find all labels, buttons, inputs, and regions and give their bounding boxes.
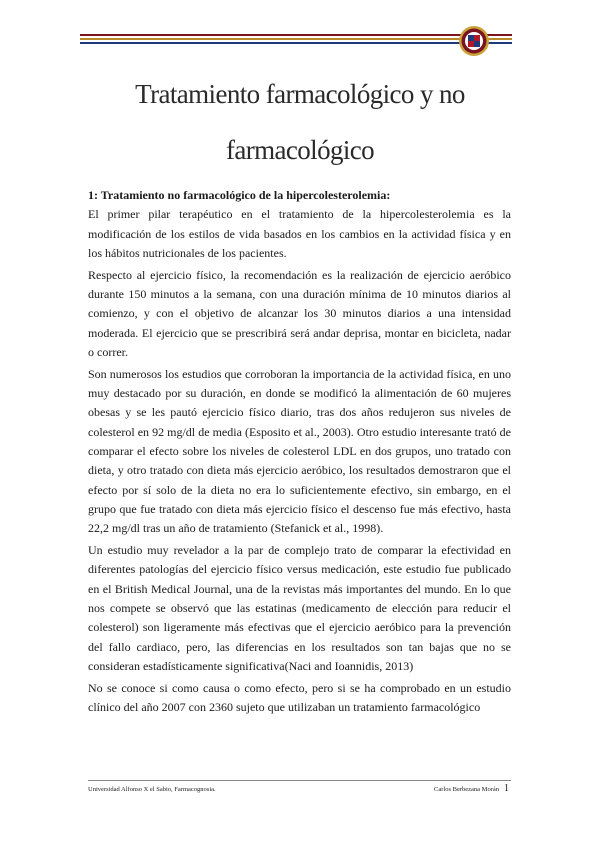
header-rule-blue: [80, 42, 512, 44]
header-rule-gold: [80, 38, 512, 40]
header-rule-red: [80, 34, 512, 36]
footer-rule: [88, 780, 511, 781]
document-body: [88, 186, 511, 720]
paragraph: No se conoce si como causa o como efecto, pero si se ha comprobado en un estudio clínico del año 2007 con 2360 sujeto que utilizaban un tratamiento farmacológico: [88, 680, 511, 715]
paragraph: Respecto al ejercicio físico, la recomendación es la realización de ejercicio aeróbico durante 150 minutos a la semana, con una duración mínima de 10 minutos diarios al comienzo, y con el objetivo de alcanzar los 30 minutos diarios a una intensidad moderada. El ejercicio que se prescribirá será andar deprisa, montar en bicicleta, nadar o correr.: [88, 267, 511, 359]
footer-author: Carlos Berbezana Morán: [434, 786, 499, 793]
title-line-1: Tratamiento farmacológico y no: [135, 79, 465, 109]
page-number: 1: [504, 783, 509, 794]
paragraph: El primer pilar terapéutico en el tratamiento de la hipercolesterolemia es la modificación de los estilos de vida basados en los cambios en la actividad física y en los hábitos nutricionales de los pacientes.: [88, 207, 511, 260]
page-title: [80, 66, 520, 178]
title-line-2: farmacológico: [225, 135, 375, 165]
footer-institution: Universidad Alfonso X el Sabio, Farmacognosia.: [88, 786, 216, 793]
paragraph: Son numerosos los estudios que corroboran la importancia de la actividad física, en uno muy destacado por su duración, en donde se modificó la alimentación de 60 mujeres obesas y se les pautó ejercicio físico diario, tras dos años redujeron sus niveles de colesterol en 92 mg/dl de media (Esposito et al., 2003). Otro estudio interesante trató de comparar el efecto sobre los niveles de colesterol LDL en dos grupos, uno tratado con dieta, y otro tratado con dieta más ejercicio aeróbico, los resultados demostraron que el efecto por sí solo de la dieta no era lo suficientemente efectivo, sin embargo, en el grupo que fue tratado con dieta más ejercicio físico el descenso fue más efectivo, hasta 22,2 mg/dl tras un año de tratamiento (Stefanick et al., 1998).: [88, 366, 511, 536]
university-seal-icon: [458, 25, 490, 57]
paragraph: Un estudio muy revelador a la par de complejo trato de comparar la efectividad en diferentes patologías del ejercicio físico versus medicación, este estudio fue publicado en el British Medical Journal, una de la revistas más importantes del mundo. En lo que nos compete se observó que las estatinas (medicamento de elección para reducir el colesterol) son ligeramente más efectivas que el ejercicio aeróbico para la prevención del fallo cardiaco, pero, las diferencias en los resultados son tan bajas que no se consideran estadísticamente significativa(Naci and Ioannidis, 2013): [88, 543, 511, 673]
section-heading: 1: Tratamiento no farmacológico de la hipercolesterolemia:: [88, 188, 391, 202]
